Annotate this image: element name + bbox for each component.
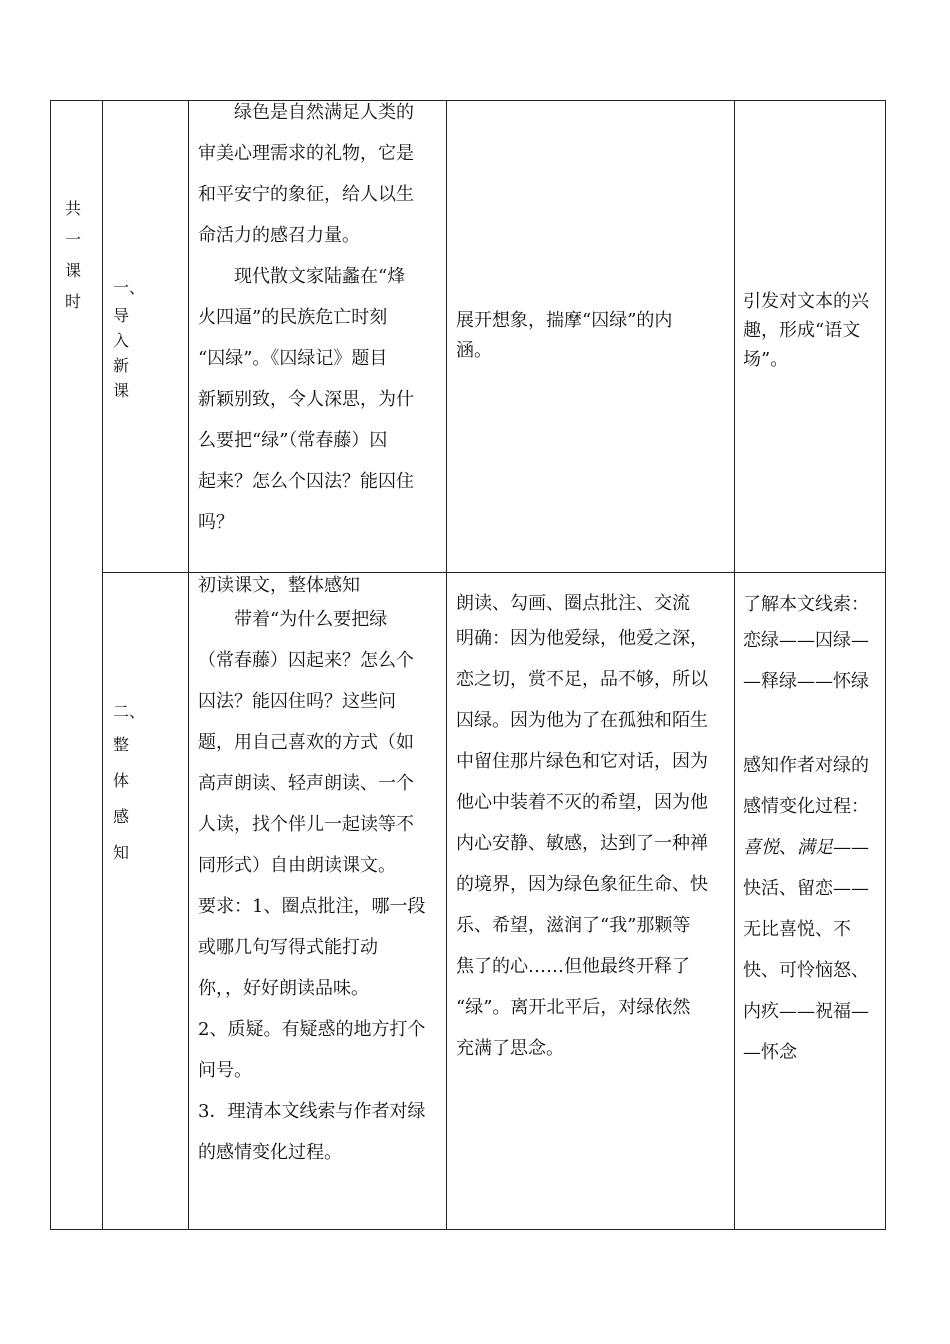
content-line: 绿色是自然满足人类的 — [234, 102, 414, 123]
content-line: 吗？ — [198, 512, 234, 533]
section-1-purpose — [743, 287, 883, 374]
content-line: 带着“为什么要把绿 — [234, 609, 388, 630]
section-2-label — [113, 697, 183, 871]
content-line: 起来？怎么个囚法？能囚住 — [198, 471, 414, 492]
purpose-line: 无比喜悦、不 — [743, 919, 851, 940]
activity-line: 乐、希望，滋润了“我”那颗等 — [456, 915, 691, 936]
content-line: 现代散文家陆蠡在“烽 — [234, 266, 406, 287]
purpose-line: 快活、留恋—— — [743, 878, 869, 899]
section-2-purpose — [743, 589, 883, 1073]
activity-line: “绿”。离开北平后，对绿依然 — [456, 997, 691, 1018]
section-label-char: 新 — [113, 356, 130, 375]
purpose-line: 感知作者对绿的 — [743, 755, 869, 776]
activity-line: 展开想象，揣摩“囚绿”的内 — [456, 310, 673, 331]
section-label-char: 课 — [113, 381, 130, 400]
section-1-label — [113, 273, 183, 403]
content-line: 火四逼”的民族危亡时刻 — [198, 307, 388, 328]
section-2-activity — [456, 589, 732, 1069]
period-char: 一 — [65, 230, 82, 249]
activity-line: 涵。 — [456, 340, 492, 361]
content-line: 囚法？能囚住吗？这些问 — [198, 691, 396, 712]
activity-line: 他心中装着不灭的希望，因为他 — [456, 792, 708, 813]
purpose-line: 场”。 — [743, 349, 789, 370]
purpose-line: —怀念 — [743, 1042, 797, 1063]
purpose-line: 了解本文线索： — [743, 594, 869, 615]
period-char: 共 — [65, 199, 82, 218]
activity-line: 中留住那片绿色和它对话，因为 — [456, 751, 708, 772]
section-1-content — [198, 92, 444, 543]
section-label-head: 二、 — [113, 702, 146, 721]
section-label-char: 入 — [113, 331, 130, 350]
activity-line: 囚绿。因为他为了在孤独和陌生 — [456, 710, 708, 731]
section-2-content — [198, 573, 444, 1173]
content-line: 和平安宁的象征，给人以生 — [198, 184, 414, 205]
section-label-head: 一、 — [113, 278, 146, 297]
emotion-italic: 满足 — [797, 837, 833, 858]
section-label-char: 导 — [113, 306, 130, 325]
purpose-line — [743, 827, 883, 868]
column-divider — [446, 101, 447, 1229]
purpose-line: 快、可怜恼怒、 — [743, 960, 869, 981]
column-divider — [734, 101, 735, 1229]
content-line: 问号。 — [198, 1060, 252, 1081]
section-label-char: 体 — [113, 771, 130, 790]
content-line: 审美心理需求的礼物，它是 — [198, 143, 414, 164]
content-line: 同形式）自由朗读课文。 — [198, 855, 396, 876]
purpose-line: 感情变化过程： — [743, 796, 869, 817]
emotion-separator: 、 — [779, 837, 797, 858]
purpose-line: 内疚——祝福— — [743, 1001, 869, 1022]
period-char: 时 — [65, 292, 82, 311]
content-line: 要求：1、圈点批注，哪一段 — [198, 896, 426, 917]
activity-line: 明确：因为他爱绿，他爱之深， — [456, 628, 708, 649]
purpose-line: 恋绿——囚绿— — [743, 630, 869, 651]
activity-line: 的境界，因为绿色象征生命、快 — [456, 874, 708, 895]
emotion-dash: —— — [833, 837, 869, 858]
content-line: 或哪几句写得式能打动 — [198, 937, 378, 958]
content-line: 你，，好好朗读品味。 — [198, 978, 369, 999]
section-label-char: 整 — [113, 735, 130, 754]
content-line: 人读，找个伴儿一起读等不 — [198, 814, 414, 835]
content-line: 的感情变化过程。 — [198, 1142, 342, 1163]
activity-line: 充满了思念。 — [456, 1038, 564, 1059]
content-line: 2、质疑。有疑惑的地方打个 — [198, 1019, 426, 1040]
purpose-line: 引发对文本的兴 — [743, 291, 869, 312]
period-label — [65, 193, 95, 317]
content-heading: 初读课文，整体感知 — [198, 575, 360, 596]
content-line: 么要把“绿”（常春藤）囚 — [198, 430, 388, 451]
lesson-plan-table — [50, 100, 886, 1230]
content-line: 3．理清本文线索与作者对绿 — [198, 1101, 426, 1122]
content-line: 题，用自己喜欢的方式（如 — [198, 732, 414, 753]
content-line: （常春藤）囚起来？怎么个 — [198, 650, 414, 671]
section-label-char: 感 — [113, 807, 130, 826]
section-label-char: 知 — [113, 843, 130, 862]
period-char: 课 — [65, 261, 82, 280]
purpose-line: 趣，形成“语文 — [743, 320, 861, 341]
activity-line: 恋之切，赏不足，品不够，所以 — [456, 669, 708, 690]
column-divider — [102, 101, 103, 1229]
activity-line: 朗读、勾画、圈点批注、交流 — [456, 593, 690, 614]
emotion-italic: 喜悦 — [743, 837, 779, 858]
section-1-activity — [456, 306, 732, 366]
content-line: 命活力的感召力量。 — [198, 225, 360, 246]
content-line: 新颖别致，令人深思，为什 — [198, 389, 414, 410]
content-line: 高声朗读、轻声朗读、一个 — [198, 773, 414, 794]
column-divider — [188, 101, 189, 1229]
activity-line: 内心安静、敏感，达到了一种禅 — [456, 833, 708, 854]
purpose-line: —释绿——怀绿 — [743, 671, 869, 692]
activity-line: 焦了的心……但他最终开释了 — [456, 956, 690, 977]
content-line: “囚绿”。《囚绿记》题目 — [198, 348, 388, 369]
